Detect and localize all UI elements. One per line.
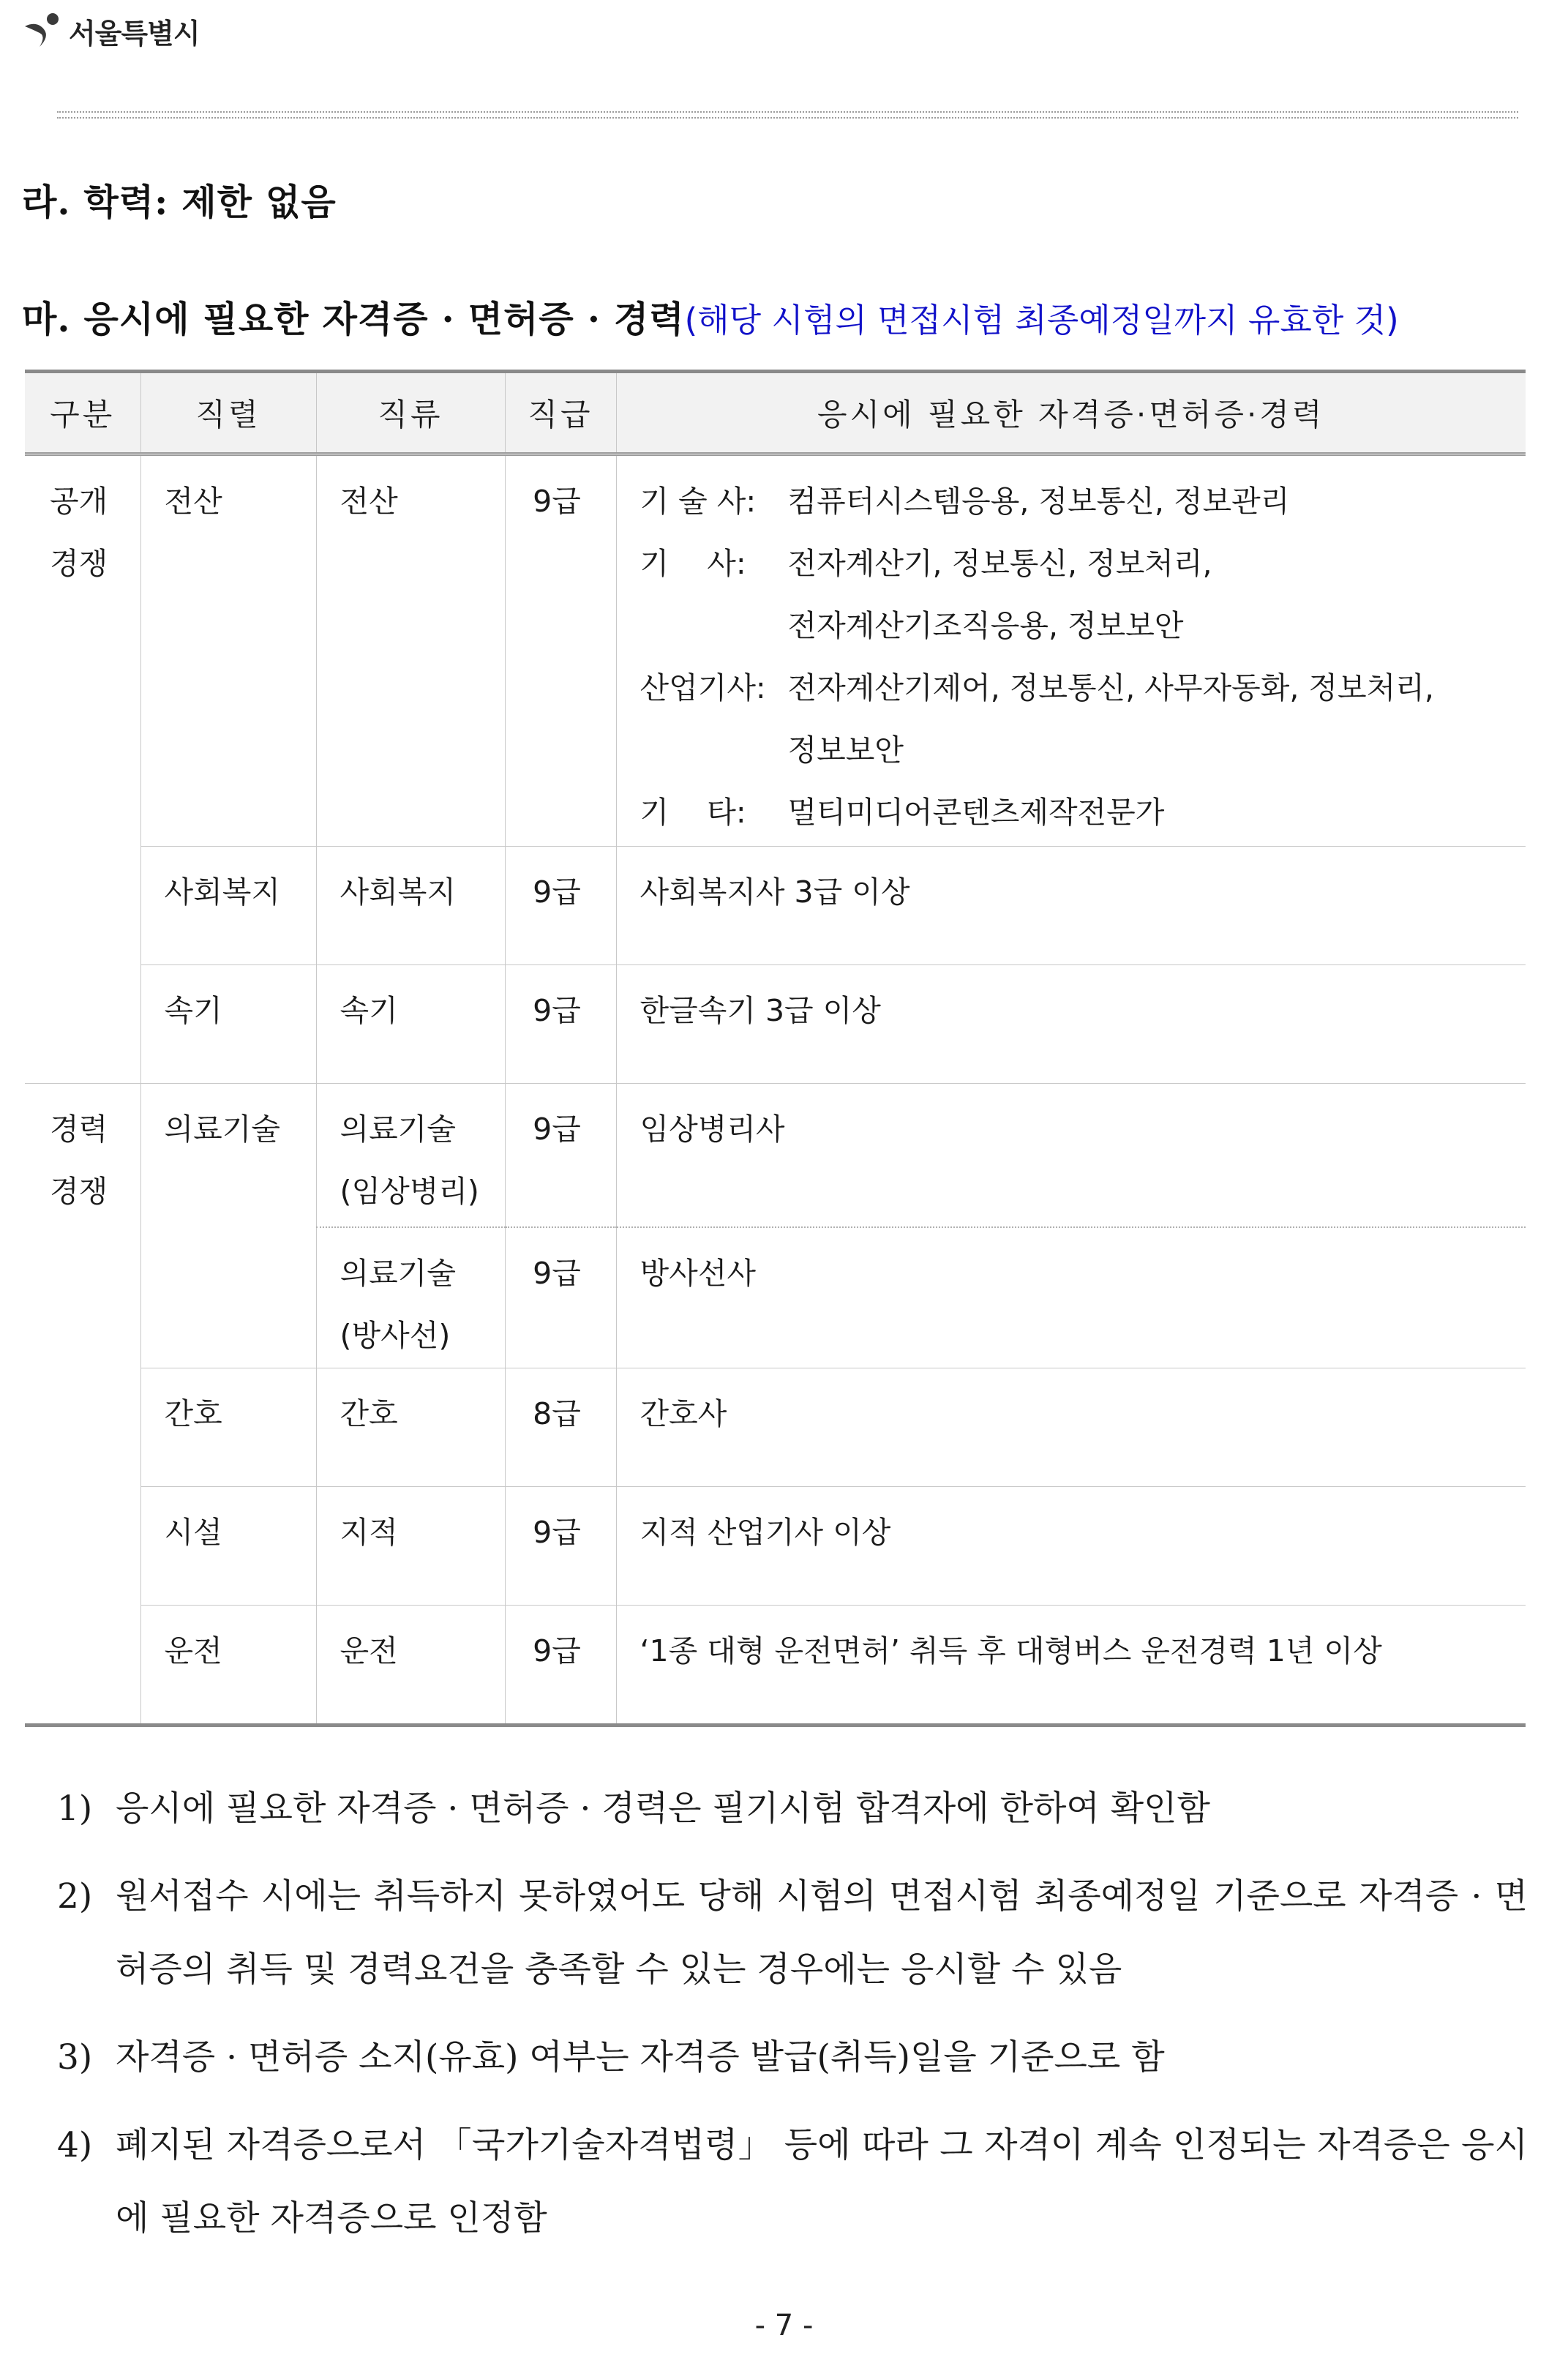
division-open	[25, 454, 140, 1084]
note-item	[57, 1860, 1528, 2007]
requirement-cell: 방사선사	[616, 1227, 1526, 1368]
note-text: 원서접수 시에는 취득하지 못하였어도 당해 시험의 면접시험 최종예정일 기준으로 자격증 · 면허증의 취득 및 경력요건을 충족할 수 있는 경우에는 응시할 수 있음	[116, 1876, 1528, 1990]
grade-cell: 8급	[505, 1368, 616, 1486]
cert-continuation: 정보보안	[787, 733, 904, 768]
section-certificates-heading	[22, 291, 1399, 342]
grade-cell: 9급	[505, 1486, 616, 1605]
series-cell: 의료기술	[140, 1084, 316, 1368]
grade-cell: 9급	[505, 1084, 616, 1227]
class-cell: 운전	[316, 1605, 505, 1725]
cert-value: 전자계산기, 정보통신, 정보처리,	[787, 546, 1212, 581]
table-row	[25, 1486, 1526, 1605]
requirement-cell: ‘1종 대형 운전면허’ 취득 후 대형버스 운전경력 1년 이상	[616, 1605, 1526, 1725]
requirement-cell: 임상병리사	[616, 1084, 1526, 1227]
grade-cell: 9급	[505, 1605, 616, 1725]
org-name: 서울특별시	[69, 17, 200, 50]
class-cell	[316, 1084, 505, 1227]
note-item	[57, 1772, 1528, 1846]
note-text: 자격증 · 면허증 소지(유효) 여부는 자격증 발급(취득)일을 기준으로 함	[116, 2037, 1165, 2078]
class-line: (방사선)	[340, 1317, 451, 1353]
table-row	[25, 1368, 1526, 1486]
class-line: 의료기술	[340, 1112, 456, 1147]
class-line: 의료기술	[340, 1255, 456, 1291]
division-line: 경쟁	[50, 546, 108, 581]
table-header-row	[25, 372, 1526, 454]
series-cell: 시설	[140, 1486, 316, 1605]
requirement-cell: 지적 산업기사 이상	[616, 1486, 1526, 1605]
cert-line	[640, 533, 1519, 595]
section-certificates-label: 마. 응시에 필요한 자격증 · 면허증 · 경력	[22, 298, 685, 340]
class-cell: 속기	[316, 965, 505, 1084]
table-row	[25, 1084, 1526, 1227]
division-line: 공개	[50, 484, 108, 519]
note-number: 4)	[57, 2125, 93, 2165]
cert-continuation: 전자계산기조직응용, 정보보안	[787, 608, 1184, 643]
division-line: 경쟁	[50, 1174, 108, 1209]
grade-cell: 9급	[505, 965, 616, 1084]
table-row	[25, 847, 1526, 965]
note-item	[57, 2021, 1528, 2094]
grade-cell: 9급	[505, 847, 616, 965]
header-grade: 직급	[505, 372, 616, 454]
cert-line	[640, 471, 1519, 533]
class-cell: 지적	[316, 1486, 505, 1605]
cert-label: 기 사:	[639, 546, 746, 581]
requirements-table	[25, 370, 1526, 1727]
division-career	[25, 1084, 140, 1726]
class-cell: 전산	[316, 454, 505, 847]
note-text: 폐지된 자격증으로서 「국가기술자격법령」 등에 따라 그 자격이 계속 인정되는 자격증은 응시에 필요한 자격증으로 인정함	[116, 2125, 1528, 2239]
requirement-cell: 사회복지사 3급 이상	[616, 847, 1526, 965]
section-education: 라. 학력: 제한 없음	[22, 181, 337, 223]
series-cell: 속기	[140, 965, 316, 1084]
series-cell: 전산	[140, 454, 316, 847]
header-divider	[57, 111, 1518, 119]
series-cell: 사회복지	[140, 847, 316, 965]
requirement-cell	[616, 454, 1526, 847]
class-cell: 간호	[316, 1368, 505, 1486]
header-series: 직렬	[140, 372, 316, 454]
cert-line	[640, 782, 1519, 844]
cert-value: 전자계산기제어, 정보통신, 사무자동화, 정보처리,	[787, 670, 1434, 705]
requirement-cell: 한글속기 3급 이상	[616, 965, 1526, 1084]
note-number: 1)	[57, 1788, 93, 1829]
series-cell: 운전	[140, 1605, 316, 1725]
note-text: 응시에 필요한 자격증 · 면허증 · 경력은 필기시험 합격자에 한하여 확인함	[116, 1788, 1210, 1829]
header-class: 직류	[316, 372, 505, 454]
cert-value: 멀티미디어콘텐츠제작전문가	[787, 795, 1165, 830]
grade-cell: 9급	[505, 1227, 616, 1368]
header-requirements: 응시에 필요한 자격증·면허증·경력	[616, 372, 1526, 454]
cert-label: 기 술 사:	[639, 484, 757, 519]
cert-label: 기 타:	[639, 795, 746, 830]
header-division: 구분	[25, 372, 140, 454]
seoul-logo	[22, 10, 200, 51]
class-line: (임상병리)	[340, 1174, 479, 1209]
class-cell	[316, 1227, 505, 1368]
class-cell: 사회복지	[316, 847, 505, 965]
series-cell: 간호	[140, 1368, 316, 1486]
section-certificates-note: (해당 시험의 면접시험 최종예정일까지 유효한 것)	[684, 301, 1399, 340]
division-line: 경력	[50, 1112, 108, 1147]
notes-list	[57, 1772, 1528, 2255]
cert-line	[640, 657, 1519, 719]
table-row	[25, 454, 1526, 847]
seoul-logo-icon	[22, 10, 64, 51]
table-row	[25, 1605, 1526, 1725]
requirement-cell: 간호사	[616, 1368, 1526, 1486]
table-row	[25, 965, 1526, 1084]
cert-value: 컴퓨터시스템응용, 정보통신, 정보관리	[787, 484, 1290, 519]
note-number: 2)	[57, 1876, 93, 1917]
grade-cell: 9급	[505, 454, 616, 847]
page-number: - 7 -	[754, 2309, 814, 2342]
note-item	[57, 2109, 1528, 2255]
cert-label: 산업기사:	[639, 670, 766, 705]
note-number: 3)	[57, 2037, 93, 2078]
